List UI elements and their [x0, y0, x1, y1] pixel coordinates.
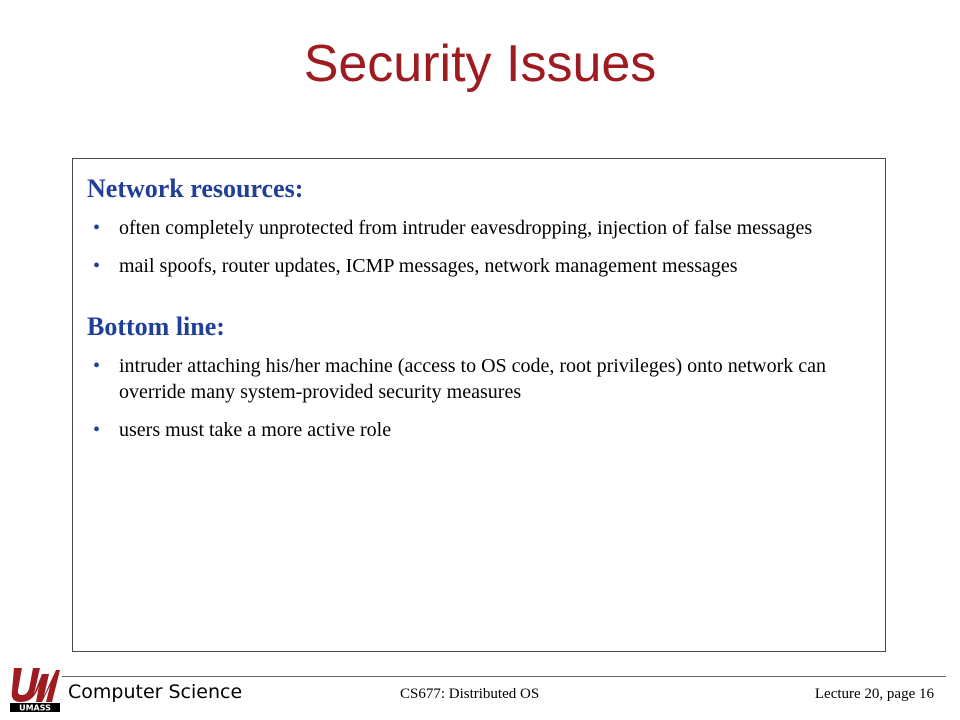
bullet-icon: • [93, 419, 101, 441]
list-item [87, 353, 871, 405]
page-number: Lecture 20, page 16 [814, 686, 934, 702]
bullet-text: mail spoofs, router updates, ICMP messages, network management messages [119, 255, 738, 277]
list-item [87, 253, 871, 279]
section-heading-bottom-line: Bottom line: [87, 312, 225, 341]
bullet-list-bottom-line [87, 353, 871, 443]
bullet-text: often completely unprotected from intruder eavesdropping, injection of false messages [119, 217, 813, 239]
logo-text: UMASS [19, 703, 51, 712]
course-label: CS677: Distributed OS [400, 686, 540, 702]
footer-divider [60, 676, 946, 677]
department-label: Computer Science [68, 681, 243, 703]
bullet-icon: • [93, 255, 101, 277]
umass-logo-icon [8, 664, 62, 712]
slide-title: Security Issues [303, 35, 657, 93]
section-heading-network-resources: Network resources: [87, 174, 304, 203]
bullet-text: intruder attaching his/her machine (access to OS code, root privileges) onto network can override many system-provided security measures [119, 355, 826, 403]
content-box [72, 158, 886, 652]
bullet-icon: • [93, 217, 101, 239]
list-item [87, 215, 871, 241]
list-item [87, 417, 871, 443]
bullet-icon: • [93, 355, 101, 377]
bullet-text: users must take a more active role [119, 419, 392, 441]
bullet-list-network-resources [87, 215, 871, 279]
